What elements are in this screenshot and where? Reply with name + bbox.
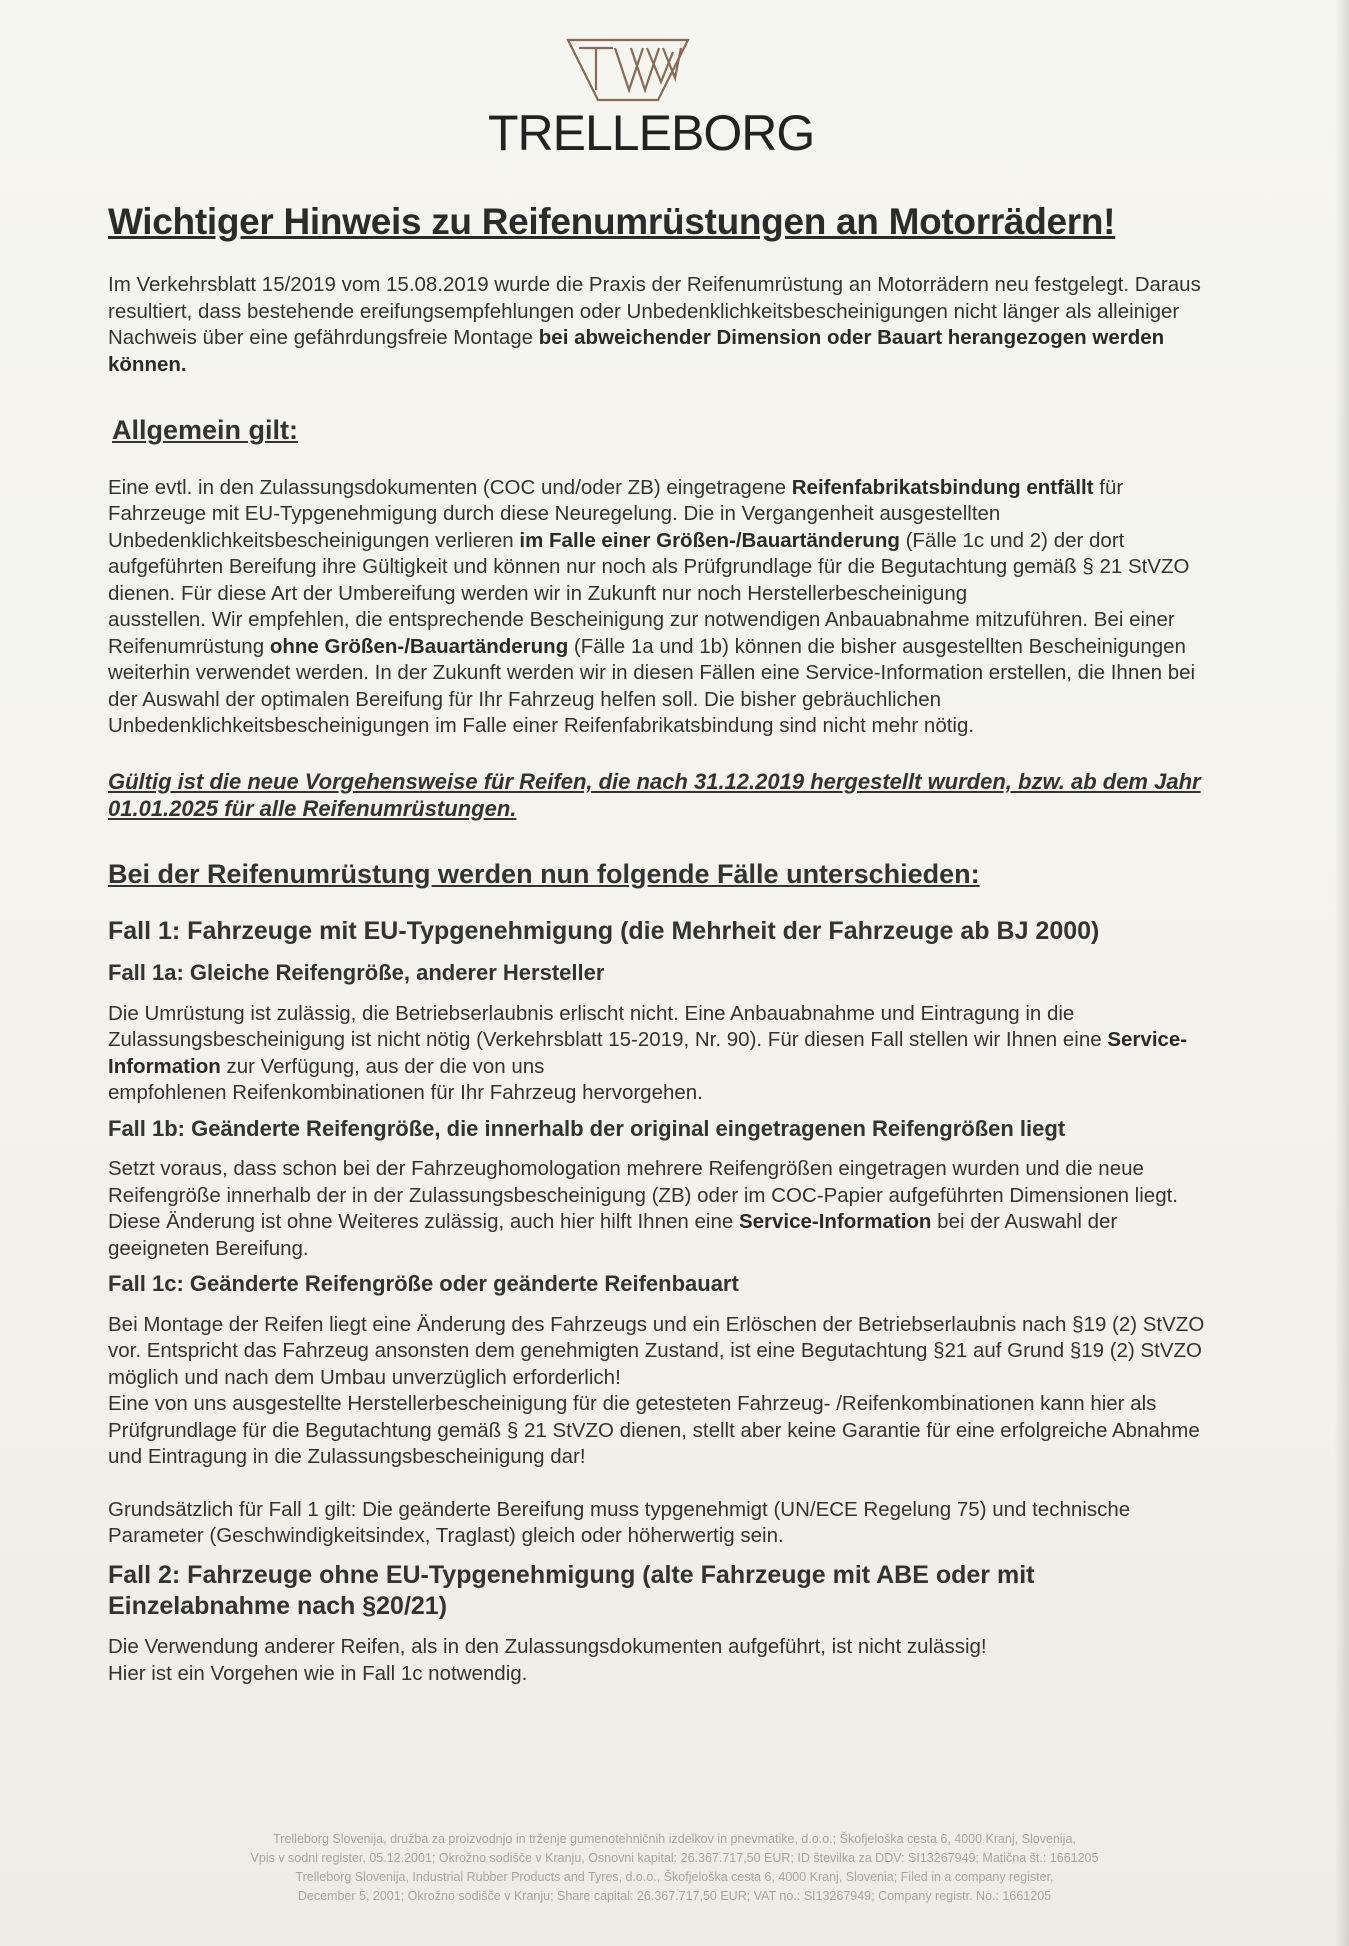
general-text-1: Eine evtl. in den Zulassungsdokumenten (COC und/oder ZB) eingetragene bbox=[108, 475, 792, 499]
fall1a-paragraph bbox=[108, 1001, 1218, 1107]
intro-text: Im Verkehrsblatt 15/2019 vom 15.08.2019 wurde die Praxis der Reifenumrüstung an Motorrädern neu festgelegt. Daraus resultiert, dass bestehende ereifungsempfehlungen oder Unbedenklichkeitsbescheinigungen nicht länger als alleiniger Nachweis über eine gefährdungsfreie Montage bbox=[108, 273, 1201, 350]
fall1-heading: Fall 1: Fahrzeuge mit EU-Typgenehmigung (die Mehrheit der Fahrzeuge ab BJ 2000) bbox=[108, 917, 1100, 946]
company-name: TRELLEBORG bbox=[488, 105, 815, 161]
fall1b-heading: Fall 1b: Geänderte Reifengröße, die innerhalb der original eingetragenen Reifengrößen liegt bbox=[108, 1115, 1066, 1141]
footer-line-4: December 5, 2001; Okrožno sodišče v Kranju; Share capital: 26.367.717,50 EUR; VAT no.: SI13267949; Company registr. No.: 1661205 bbox=[297, 1889, 1052, 1903]
document-title: Wichtiger Hinweis zu Reifenumrüstungen an Motorrädern! bbox=[108, 201, 1116, 242]
general-text-4: ausstellen. Wir empfehlen, die entsprechende Bescheinigung zur notwendigen Anbauabnahme mitzuführen. Bei einer Reifenumrüstung bbox=[108, 608, 1175, 658]
footer-line-2: Vpis v sodni register, 05.12.2001; Okrožno sodišče v Kranju, Osnovni kapital: 26.367.717,50 EUR; ID številka za DDV: SI13267949; Matična št.: 1661205 bbox=[250, 1851, 1099, 1865]
validity-note: Gültig ist die neue Vorgehensweise für Reifen, die nach 31.12.2019 hergestellt wurden, bzw. ab dem Jahr 01.01.2025 für alle Reifenumrüstungen. bbox=[108, 768, 1201, 821]
fall1b-text-2: bei der Auswahl der geeigneten Bereifung. bbox=[108, 1210, 1118, 1260]
fall1a-text-3: empfohlenen Reifenkombinationen für Ihr Fahrzeug hervorgehen. bbox=[108, 1081, 703, 1105]
fall2-paragraph bbox=[108, 1634, 1218, 1687]
fall1a-heading: Fall 1a: Gleiche Reifengröße, anderer Hersteller bbox=[108, 960, 605, 986]
fall2-heading: Fall 2: Fahrzeuge ohne EU-Typgenehmigung (alte Fahrzeuge mit ABE oder mit Einzelabnahme nach §20/21) bbox=[108, 1560, 1035, 1621]
company-logo bbox=[488, 38, 815, 161]
fall2-text-1: Die Verwendung anderer Reifen, als in den Zulassungsdokumenten aufgeführt, ist nicht zulässig! bbox=[108, 1635, 987, 1659]
fall1a-text-2: zur Verfügung, aus der die von uns bbox=[220, 1054, 545, 1078]
general-bold-3: ohne Größen-/Bauartänderung bbox=[269, 634, 569, 658]
fall1c-paragraph bbox=[108, 1312, 1218, 1471]
fall1-general-paragraph: Grundsätzlich für Fall 1 gilt: Die geänderte Bereifung muss typgenehmigt (UN/ECE Regelung 75) und technische Parameter (Geschwindigkeitsindex, Traglast) gleich oder höherwertig sein. bbox=[108, 1497, 1131, 1548]
fall1b-paragraph bbox=[108, 1156, 1218, 1262]
fall1a-text-1: Die Umrüstung ist zulässig, die Betriebserlaubnis erlischt nicht. Eine Anbauabnahme und Eintragung in die Zulassungsbescheinigung ist nicht nötig (Verkehrsblatt 15-2019, Nr. 90). Für diesen Fall stellen wir Ihnen eine bbox=[108, 1001, 1108, 1052]
footer-line-3: Trelleborg Slovenija, Industrial Rubber Products and Tyres, d.o.o., Škofjeloška cesta 6, 4000 Kranj, Slovenia; Filed in a company register, bbox=[295, 1870, 1054, 1884]
fall2-text-2: Hier ist ein Vorgehen wie in Fall 1c notwendig. bbox=[108, 1661, 528, 1685]
general-bold-2: im Falle einer Größen-/Bauartänderung bbox=[519, 528, 900, 552]
fall1a-bold: Service-Information bbox=[108, 1028, 1188, 1078]
footer-line-1: Trelleborg Slovenija, družba za proizvodnjo in trženje gumenotehničnih izdelkov in pnevmatike, d.o.o.; Škofjeloška cesta 6, 4000 Kranj, Slovenija, bbox=[273, 1832, 1076, 1846]
intro-paragraph bbox=[108, 272, 1218, 378]
document-body bbox=[108, 200, 1218, 1687]
fall1b-bold: Service-Information bbox=[738, 1210, 932, 1234]
cases-heading: Bei der Reifenumrüstung werden nun folgende Fälle unterschieden: bbox=[108, 858, 980, 889]
company-footer bbox=[0, 1830, 1349, 1906]
fall1c-text-1: Bei Montage der Reifen liegt eine Änderung des Fahrzeugs und ein Erlöschen der Betriebserlaubnis nach §19 (2) StVZO vor. Entspricht das Fahrzeug ansonsten dem genehmigten Zustand, ist eine Begutachtung §21 auf Grund §19 (2) StVZO möglich und nach dem Umbau unverzüglich erforderlich! bbox=[108, 1312, 1205, 1389]
intro-emphasis: bei abweichender Dimension oder Bauart herangezogen werden können. bbox=[108, 326, 1165, 376]
fall1c-heading: Fall 1c: Geänderte Reifengröße oder geänderte Reifenbauart bbox=[108, 1271, 739, 1297]
general-heading: Allgemein gilt: bbox=[112, 415, 299, 446]
general-text-3: (Fälle 1c und 2) der dort aufgeführten Bereifung ihre Gültigkeit und können nur noch als Prüfgrundlage für die Begutachtung gemäß § 21 StVZO dienen. Für diese Art der Umbereifung werden wir in Zukunft nur noch Herstellerbescheinigung bbox=[108, 528, 1190, 605]
trelleborg-mark-icon bbox=[565, 38, 691, 104]
fall1c-text-2: Eine von uns ausgestellte Herstellerbescheinigung für die getesteten Fahrzeug- /Reifenkombinationen kann hier als Prüfgrundlage für die Begutachtung gemäß § 21 StVZO dienen, stellt aber keine Garantie für eine erfolgreiche Abnahme und Eintragung in die Zulassungsbescheinigung dar! bbox=[108, 1392, 1200, 1469]
general-bold-1: Reifenfabrikatsbindung entfällt bbox=[791, 475, 1094, 499]
fall1b-text-1: Setzt voraus, dass schon bei der Fahrzeughomologation mehrere Reifengrößen eingetragen wurden und die neue Reifengröße innerhalb der in der Zulassungsbescheinigung (ZB) oder im COC-Papier aufgeführten Dimensionen liegt. Diese Änderung ist ohne Weiteres zulässig, auch hier hilft Ihnen eine bbox=[108, 1157, 1178, 1234]
general-text-5: (Fälle 1a und 1b) können die bisher ausgestellten Bescheinigungen weiterhin verwendet werden. In der Zukunft werden wir in diesen Fällen eine Service-Information erstellen, die Ihnen bei der Auswahl der optimalen Bereifung für Ihr Fahrzeug helfen soll. Die bisher gebräuchlichen Unbedenklichkeitsbescheinigungen im Falle einer Reifenfabrikatsbindung sind nicht mehr nötig. bbox=[108, 634, 1196, 738]
general-paragraph bbox=[108, 475, 1218, 740]
general-text-2: für Fahrzeuge mit EU-Typgenehmigung durch diese Neuregelung. Die in Vergangenheit ausgestellten Unbedenklichkeitsbescheinigungen verlieren bbox=[108, 475, 1124, 552]
